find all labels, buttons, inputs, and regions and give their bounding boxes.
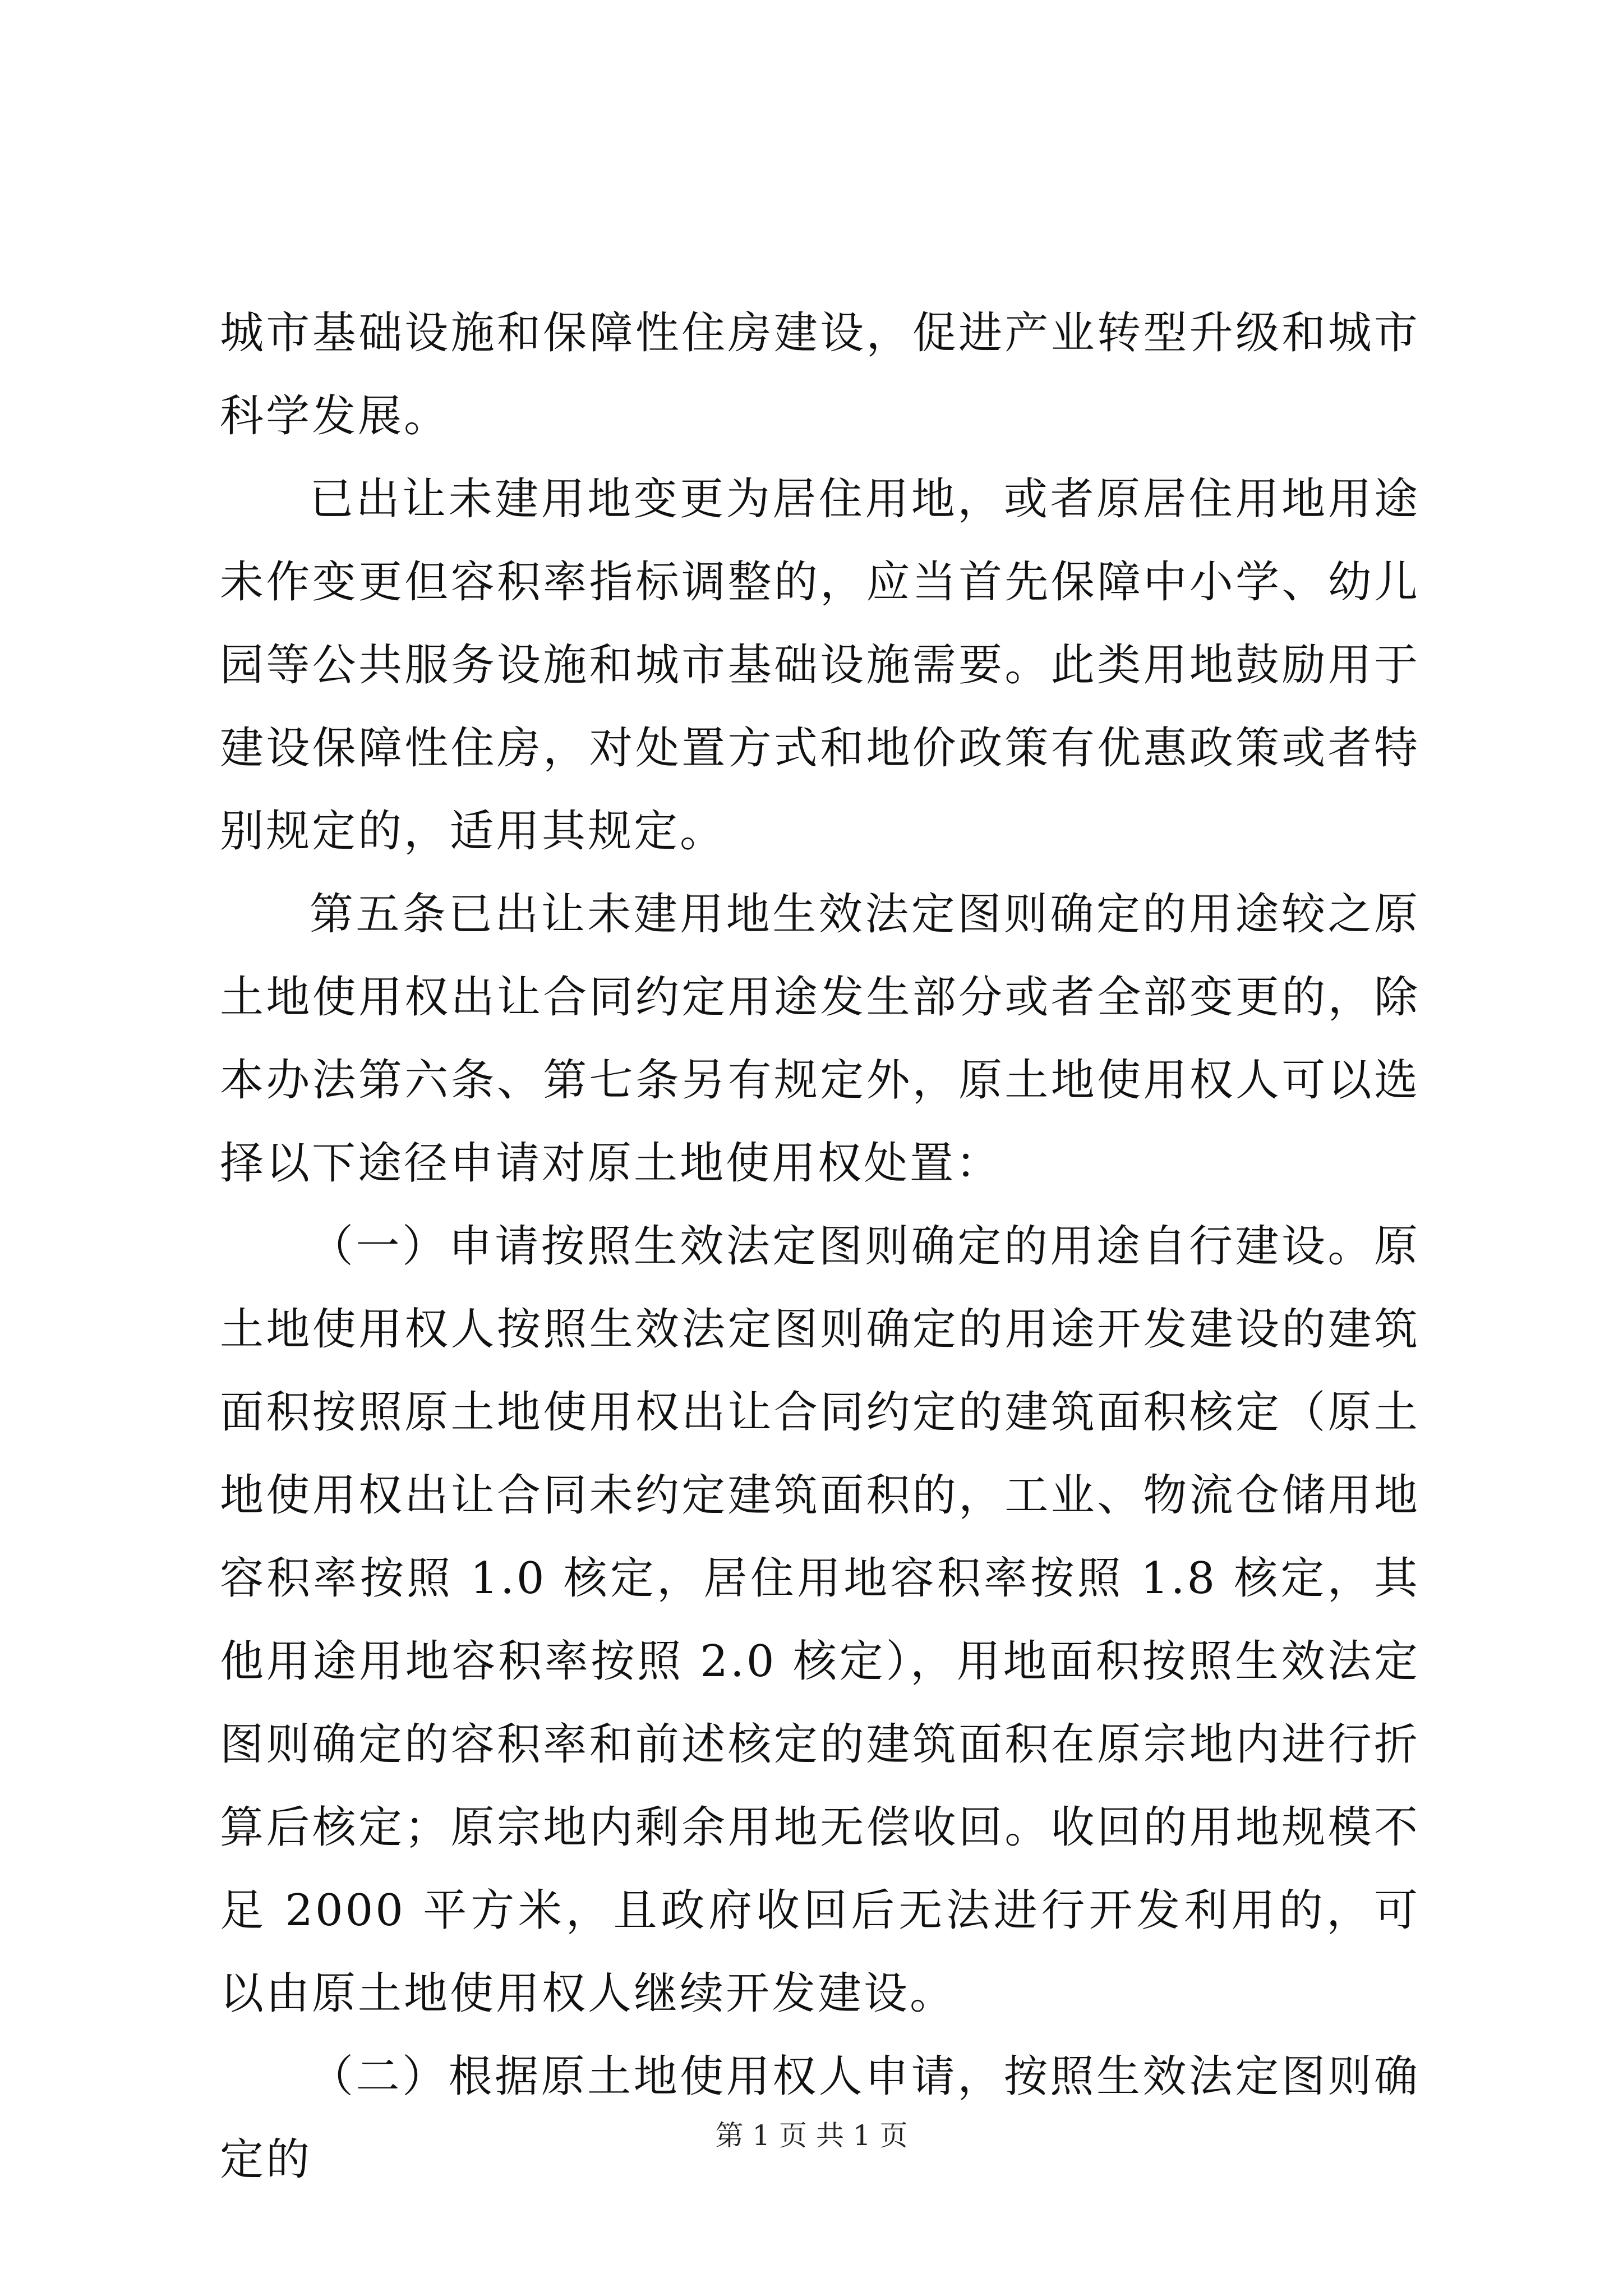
paragraph-residential-land: 已出让未建用地变更为居住用地，或者原居住用地用途未作变更但容积率指标调整的，应当首先保障中小学、幼儿园等公共服务设施和城市基础设施需要。此类用地鼓励用于建设保障性住房，对处置方式和地价政策有优惠政策或者特别规定的，适用其规定。: [220, 474, 1420, 857]
paragraph-item-2: （二）根据原土地使用权人申请，按照生效法定图则确定的: [220, 2051, 1420, 2185]
document-body: [220, 292, 1420, 2201]
paragraph-article-5: 第五条已出让未建用地生效法定图则确定的用途较之原土地使用权出让合同约定用途发生部分或者全部变更的，除本办法第六条、第七条另有规定外，原土地使用权人可以选择以下途径申请对原土地使用权处置：: [220, 889, 1420, 1189]
paragraph-item-1: （一）申请按照生效法定图则确定的用途自行建设。原土地使用权人按照生效法定图则确定的用途开发建设的建筑面积按照原土地使用权出让合同约定的建筑面积核定（原土地使用权出让合同未约定建筑面积的，工业、物流仓储用地容积率按照 1.0 核定，居住用地容积率按照 1.8 核定，其他用途用地容积率按照 2.0 核定），用地面积按照生效法定图则确定的容积率和前述核定的建筑面积在原宗地内进行折算后核定；原宗地内剩余用地无偿收回。收回的用地规模不足 2000 平方米，且政府收回后无法进行开发利用的，可以由原土地使用权人继续开发建设。: [220, 1221, 1420, 2019]
paragraph-continuation: 城市基础设施和保障性住房建设，促进产业转型升级和城市科学发展。: [220, 308, 1420, 441]
page-footer: 第 1 页 共 1 页: [715, 2119, 908, 2152]
